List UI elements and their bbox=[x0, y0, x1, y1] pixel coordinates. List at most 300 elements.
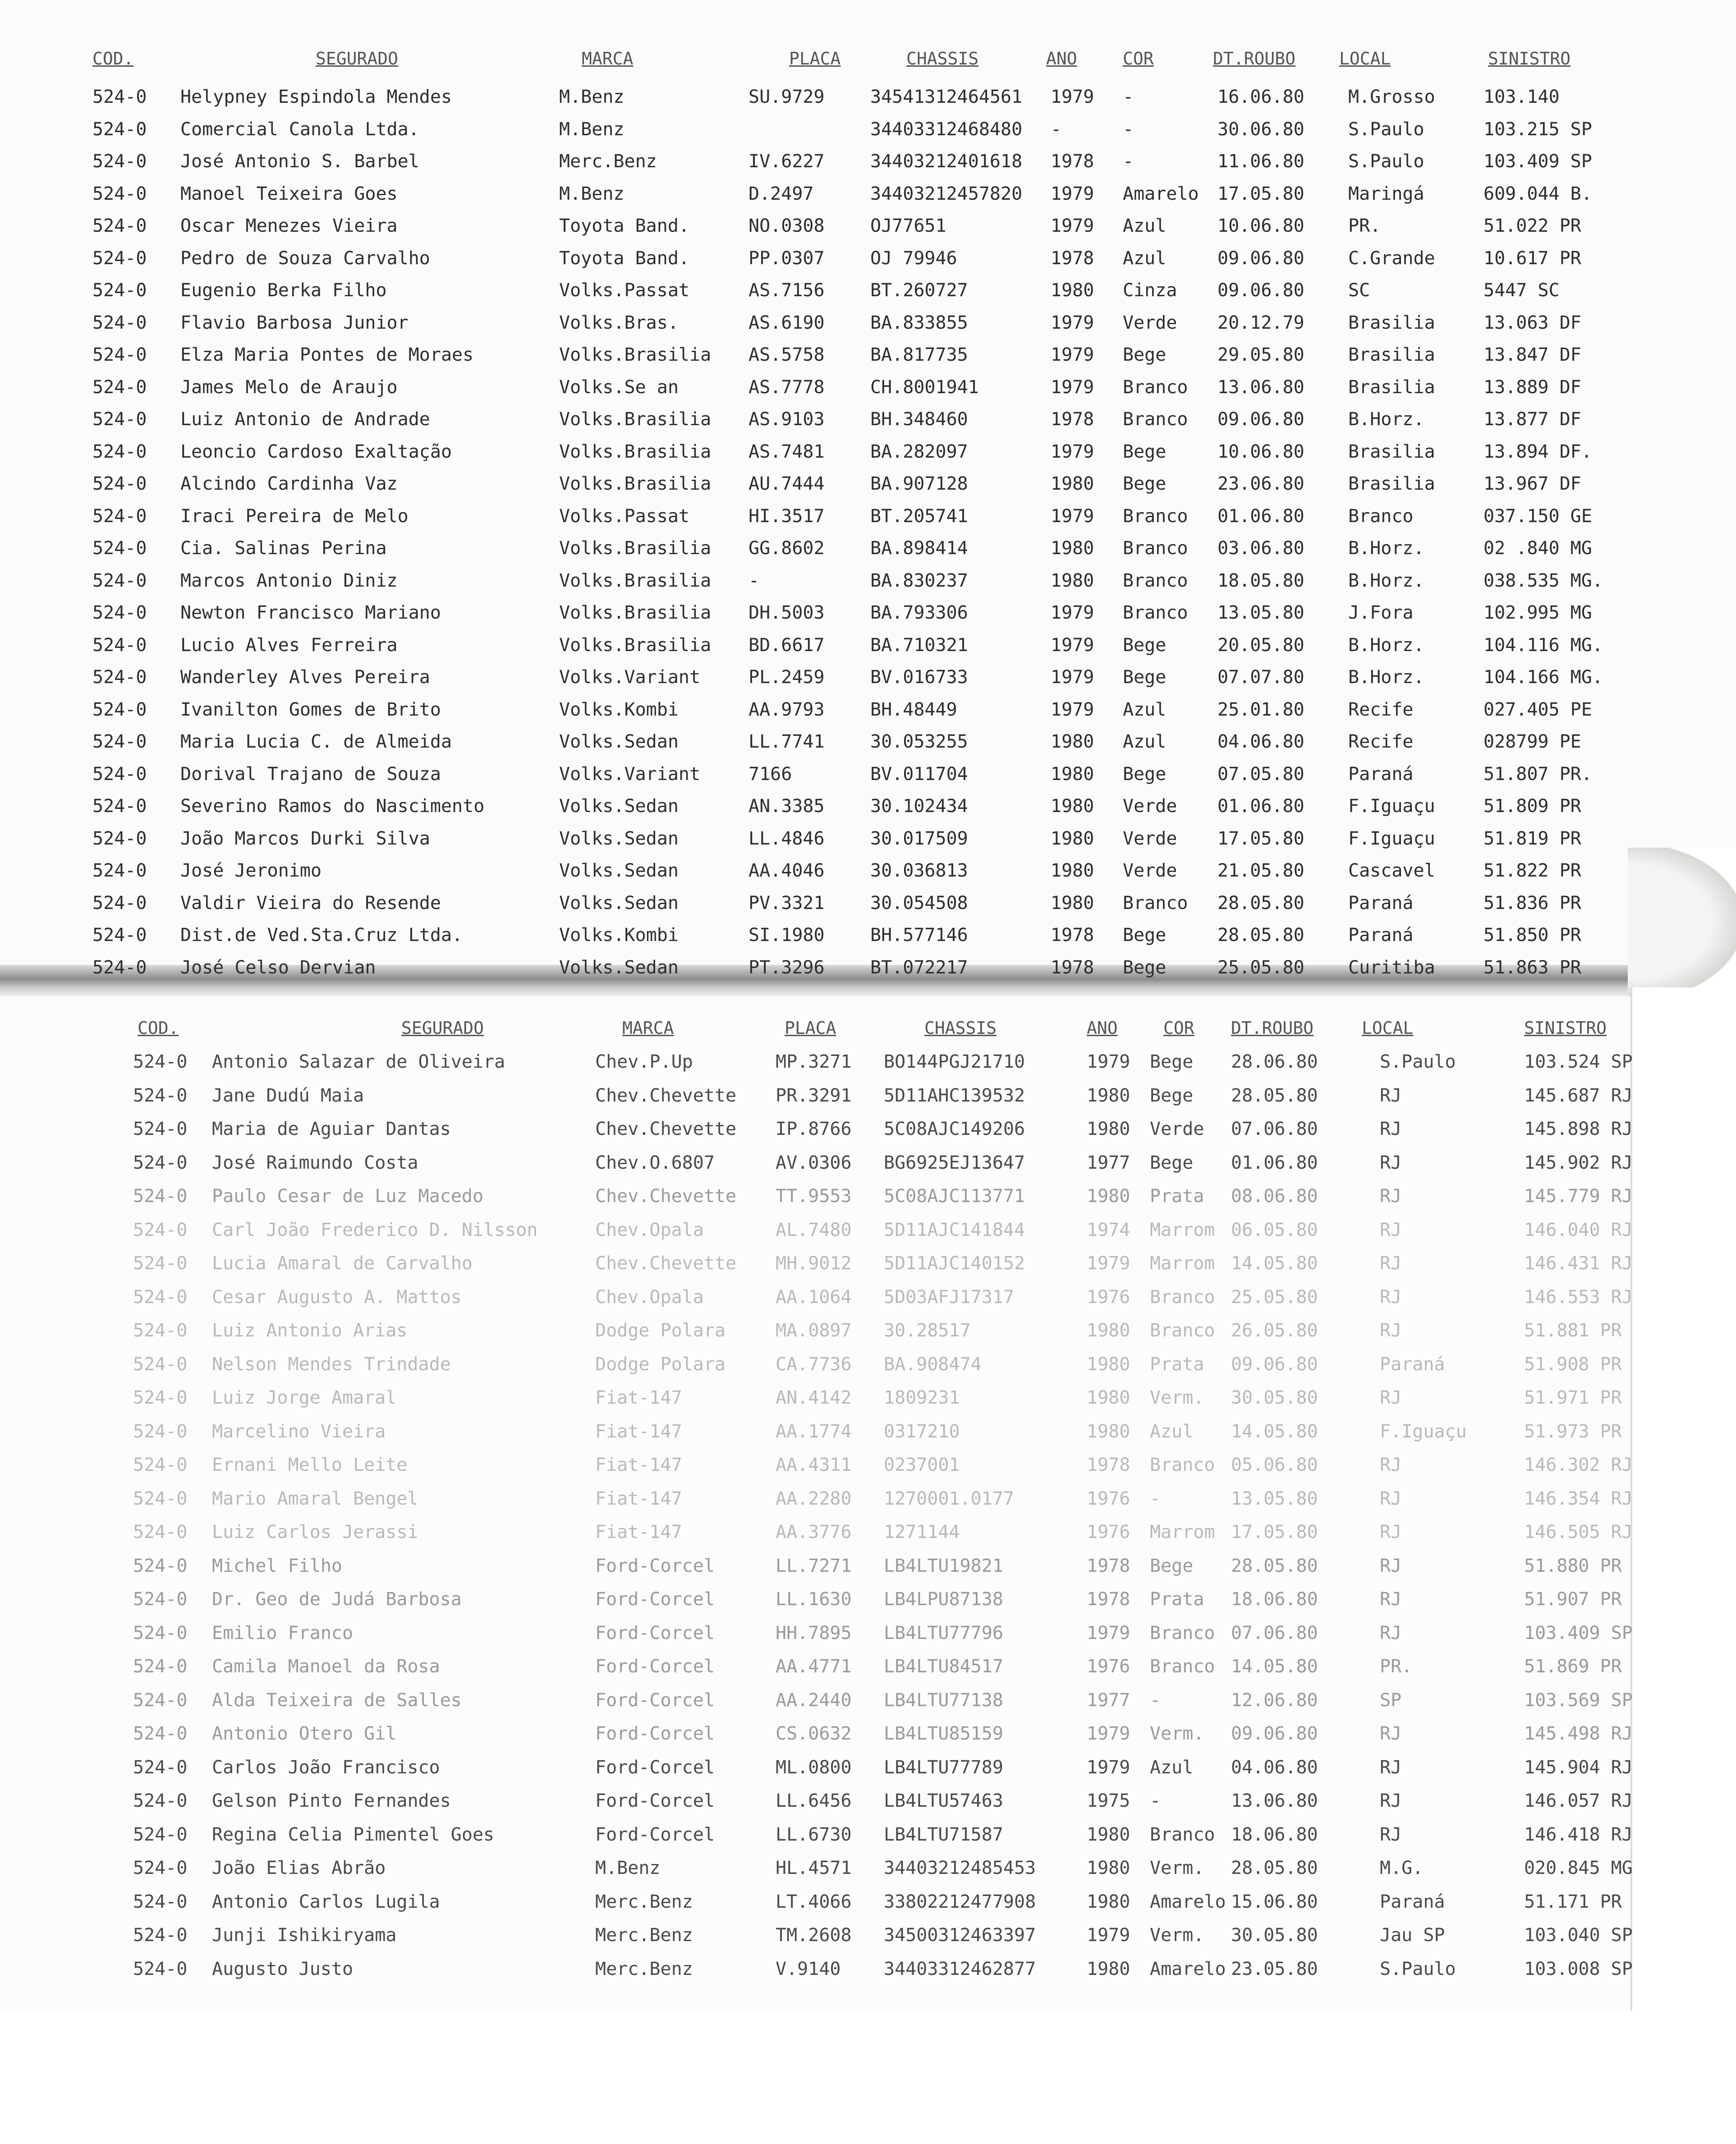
cell-local: RJ bbox=[1380, 1522, 1402, 1543]
cell-sinistro: 146.057 RJ bbox=[1524, 1790, 1633, 1811]
cell-marca: Chev.Opala bbox=[595, 1286, 704, 1308]
cell-segurado: Paulo Cesar de Luz Macedo bbox=[212, 1186, 484, 1207]
cell-marca: Dodge Polara bbox=[595, 1354, 726, 1375]
cell-segurado: Severino Ramos do Nascimento bbox=[180, 796, 485, 817]
cell-local: PR. bbox=[1380, 1656, 1413, 1677]
cell-sinistro: 609.044 B. bbox=[1483, 183, 1592, 204]
cell-sinistro: 51.809 PR bbox=[1483, 796, 1581, 817]
cell-ano: 1979 bbox=[1051, 344, 1094, 365]
cell-segurado: José Raimundo Costa bbox=[212, 1152, 418, 1173]
cell-cod: 524-0 bbox=[133, 1119, 188, 1139]
cell-local: PR. bbox=[1348, 216, 1381, 236]
cell-cod: 524-0 bbox=[92, 796, 147, 817]
cell-ano: 1980 bbox=[1087, 1186, 1130, 1207]
cell-chassis: 30.28517 bbox=[884, 1320, 971, 1341]
cell-marca: Volks.Brasilia bbox=[559, 538, 712, 559]
cell-segurado: Helypney Espindola Mendes bbox=[180, 87, 452, 107]
cell-segurado: Maria Lucia C. de Almeida bbox=[180, 731, 452, 752]
cell-chassis: 34403312462877 bbox=[884, 1958, 1036, 1979]
cell-ano: 1980 bbox=[1087, 1387, 1130, 1408]
cell-ano: 1979 bbox=[1087, 1622, 1130, 1644]
cell-marca: Merc.Benz bbox=[595, 1958, 693, 1979]
cell-ano: 1978 bbox=[1051, 409, 1094, 430]
cell-cod: 524-0 bbox=[92, 538, 147, 559]
cell-placa: V.9140 bbox=[776, 1958, 841, 1979]
cell-dt-roubo: 18.06.80 bbox=[1231, 1589, 1318, 1610]
cell-cor: Branco bbox=[1123, 570, 1188, 591]
cell-dt-roubo: 14.05.80 bbox=[1231, 1253, 1318, 1274]
cell-chassis: OJ77651 bbox=[870, 216, 946, 236]
table-row bbox=[0, 339, 1623, 371]
cell-segurado: Marcelino Vieira bbox=[212, 1421, 386, 1442]
header-chassis: CHASSIS bbox=[924, 1018, 997, 1038]
cell-placa: AS.9103 bbox=[749, 409, 825, 430]
cell-chassis: 34403212485453 bbox=[884, 1858, 1036, 1878]
cell-chassis: 5C08AJC113771 bbox=[884, 1186, 1025, 1207]
table-row bbox=[0, 629, 1623, 661]
cell-marca: M.Benz bbox=[595, 1858, 661, 1878]
cell-sinistro: 51.863 PR bbox=[1483, 957, 1581, 978]
cell-dt-roubo: 18.05.80 bbox=[1217, 570, 1304, 591]
cell-local: Cascavel bbox=[1348, 860, 1435, 881]
cell-cor: Bege bbox=[1123, 441, 1167, 462]
cell-sinistro: 51.908 PR bbox=[1524, 1354, 1622, 1375]
cell-marca: Merc.Benz bbox=[595, 1925, 693, 1946]
cell-sinistro: 146.418 RJ bbox=[1524, 1824, 1633, 1845]
cell-chassis: BA.710321 bbox=[870, 634, 968, 656]
cell-ano: 1979 bbox=[1051, 376, 1094, 398]
cell-marca: Ford-Corcel bbox=[595, 1723, 715, 1744]
cell-local: F.Iguaçu bbox=[1380, 1421, 1467, 1442]
cell-local: RJ bbox=[1380, 1219, 1402, 1240]
cell-cod: 524-0 bbox=[133, 1891, 188, 1912]
cell-chassis: 5D03AFJ17317 bbox=[884, 1286, 1014, 1308]
cell-cod: 524-0 bbox=[92, 216, 147, 236]
cell-sinistro: 02 .840 MG bbox=[1483, 538, 1592, 559]
cell-segurado: Elza Maria Pontes de Moraes bbox=[180, 344, 474, 365]
cell-sinistro: 027.405 PE bbox=[1483, 699, 1592, 720]
cell-local: B.Horz. bbox=[1348, 667, 1424, 688]
cell-cor: Branco bbox=[1150, 1622, 1215, 1644]
cell-sinistro: 51.171 PR bbox=[1524, 1891, 1622, 1912]
cell-ano: 1980 bbox=[1051, 828, 1094, 849]
table-row bbox=[0, 436, 1623, 468]
cell-marca: Toyota Band. bbox=[559, 248, 689, 269]
cell-dt-roubo: 28.05.80 bbox=[1231, 1085, 1318, 1106]
cell-chassis: 30.053255 bbox=[870, 731, 968, 752]
cell-cor: Amarelo bbox=[1150, 1891, 1226, 1912]
cell-chassis: LB4LTU77138 bbox=[884, 1689, 1003, 1711]
cell-dt-roubo: 07.06.80 bbox=[1231, 1622, 1318, 1644]
cell-ano: 1979 bbox=[1051, 699, 1094, 720]
cell-cor: Bege bbox=[1123, 344, 1167, 365]
cell-cor: Verde bbox=[1123, 828, 1177, 849]
cell-placa: - bbox=[749, 570, 760, 591]
table-row bbox=[0, 372, 1623, 403]
cell-chassis: BG6925EJ13647 bbox=[884, 1152, 1025, 1173]
header-chassis: CHASSIS bbox=[906, 49, 979, 69]
cell-placa: GG.8602 bbox=[749, 538, 825, 559]
cell-chassis: LB4LTU71587 bbox=[884, 1824, 1003, 1845]
cell-placa: AA.4311 bbox=[776, 1455, 852, 1475]
table-row bbox=[0, 1281, 1633, 1313]
cell-placa: AA.2280 bbox=[776, 1488, 852, 1509]
cell-placa: NO.0308 bbox=[749, 216, 825, 236]
cell-local: RJ bbox=[1380, 1622, 1402, 1644]
cell-placa: AS.7778 bbox=[749, 376, 825, 398]
cell-dt-roubo: 01.06.80 bbox=[1231, 1152, 1318, 1173]
cell-chassis: LB4LTU77796 bbox=[884, 1622, 1003, 1644]
cell-segurado: Dist.de Ved.Sta.Cruz Ltda. bbox=[180, 925, 463, 946]
cell-segurado: João Marcos Durki Silva bbox=[180, 828, 430, 849]
cell-local: Branco bbox=[1348, 505, 1414, 527]
cell-local: J.Fora bbox=[1348, 602, 1414, 623]
cell-cod: 524-0 bbox=[133, 1522, 188, 1543]
table-row bbox=[0, 661, 1623, 693]
cell-cor: - bbox=[1150, 1689, 1161, 1711]
cell-dt-roubo: 25.05.80 bbox=[1231, 1286, 1318, 1308]
cell-sinistro: 103.008 SP bbox=[1524, 1958, 1633, 1979]
table-row bbox=[0, 468, 1623, 500]
table-row bbox=[0, 823, 1623, 854]
cell-chassis: BO144PGJ21710 bbox=[884, 1051, 1025, 1072]
table-row bbox=[0, 210, 1623, 242]
cell-chassis: 1271144 bbox=[884, 1522, 960, 1543]
cell-segurado: José Jeronimo bbox=[180, 860, 322, 881]
cell-dt-roubo: 20.12.79 bbox=[1217, 312, 1304, 333]
cell-local: F.Iguaçu bbox=[1348, 796, 1435, 817]
cell-dt-roubo: 16.06.80 bbox=[1217, 87, 1304, 107]
cell-ano: 1980 bbox=[1087, 1891, 1130, 1912]
cell-placa: TT.9553 bbox=[776, 1186, 852, 1207]
table-row bbox=[0, 1516, 1633, 1548]
cell-marca: Dodge Polara bbox=[595, 1320, 726, 1341]
table-row bbox=[0, 404, 1623, 435]
cell-marca: Ford-Corcel bbox=[595, 1824, 715, 1845]
cell-cod: 524-0 bbox=[92, 183, 147, 204]
cell-ano: 1980 bbox=[1051, 796, 1094, 817]
header-cod: COD. bbox=[92, 49, 134, 69]
cell-cor: Verde bbox=[1123, 796, 1177, 817]
cell-cod: 524-0 bbox=[92, 957, 147, 978]
cell-chassis: BA.898414 bbox=[870, 538, 968, 559]
cell-segurado: Dr. Geo de Judá Barbosa bbox=[212, 1589, 462, 1610]
cell-cod: 524-0 bbox=[92, 505, 147, 527]
cell-sinistro: 102.995 MG bbox=[1483, 602, 1592, 623]
cell-local: Brasilia bbox=[1348, 376, 1435, 398]
cell-sinistro: 037.150 GE bbox=[1483, 505, 1592, 527]
cell-placa: AS.7481 bbox=[749, 441, 825, 462]
cell-cod: 524-0 bbox=[92, 87, 147, 107]
cell-marca: Chev.Chevette bbox=[595, 1186, 737, 1207]
cell-sinistro: 51.022 PR bbox=[1483, 216, 1581, 236]
cell-dt-roubo: 30.05.80 bbox=[1231, 1925, 1318, 1946]
cell-chassis: 34403212401618 bbox=[870, 151, 1023, 172]
cell-local: RJ bbox=[1380, 1085, 1402, 1106]
cell-local: RJ bbox=[1380, 1186, 1402, 1207]
cell-marca: Chev.O.6807 bbox=[595, 1152, 715, 1173]
table-row bbox=[0, 1449, 1633, 1481]
cell-local: B.Horz. bbox=[1348, 634, 1424, 656]
cell-placa: AN.3385 bbox=[749, 796, 825, 817]
table-row bbox=[0, 790, 1623, 822]
table-row bbox=[0, 146, 1623, 177]
cell-placa: SU.9729 bbox=[749, 87, 825, 107]
cell-ano: 1980 bbox=[1051, 763, 1094, 785]
cell-segurado: Leoncio Cardoso Exaltação bbox=[180, 441, 452, 462]
cell-chassis: 34403312468480 bbox=[870, 119, 1023, 140]
table-row bbox=[0, 887, 1623, 919]
cell-local: Brasilia bbox=[1348, 312, 1435, 333]
cell-cor: - bbox=[1123, 151, 1134, 172]
cell-cor: Verm. bbox=[1150, 1858, 1204, 1878]
cell-marca: M.Benz bbox=[559, 87, 625, 107]
cell-marca: Chev.Chevette bbox=[595, 1119, 737, 1139]
cell-local: SP bbox=[1380, 1689, 1402, 1711]
cell-dt-roubo: 23.06.80 bbox=[1217, 473, 1304, 494]
cell-cod: 524-0 bbox=[92, 409, 147, 430]
cell-sinistro: 103.409 SP bbox=[1483, 151, 1592, 172]
cell-placa: CS.0632 bbox=[776, 1723, 852, 1744]
cell-dt-roubo: 28.05.80 bbox=[1231, 1555, 1318, 1576]
cell-marca: Volks.Brasilia bbox=[559, 570, 712, 591]
cell-marca: Fiat-147 bbox=[595, 1488, 682, 1509]
cell-local: M.Grosso bbox=[1348, 87, 1435, 107]
cell-dt-roubo: 06.05.80 bbox=[1231, 1219, 1318, 1240]
cell-cod: 524-0 bbox=[92, 731, 147, 752]
cell-sinistro: 145.902 RJ bbox=[1524, 1152, 1633, 1173]
cell-placa: AS.7156 bbox=[749, 280, 825, 301]
cell-chassis: OJ 79946 bbox=[870, 248, 957, 269]
cell-segurado: Antonio Carlos Lugila bbox=[212, 1891, 440, 1912]
cell-segurado: Emilio Franco bbox=[212, 1622, 354, 1644]
cell-cor: Marrom bbox=[1150, 1219, 1215, 1240]
cell-marca: Ford-Corcel bbox=[595, 1622, 715, 1644]
cell-marca: Volks.Se an bbox=[559, 376, 679, 398]
cell-cor: - bbox=[1150, 1790, 1161, 1811]
cell-sinistro: 145.898 RJ bbox=[1524, 1119, 1633, 1139]
cell-sinistro: 103.040 SP bbox=[1524, 1925, 1633, 1946]
cell-chassis: BH.577146 bbox=[870, 925, 968, 946]
cell-segurado: Newton Francisco Mariano bbox=[180, 602, 441, 623]
table-row bbox=[0, 565, 1623, 597]
cell-chassis: BA.793306 bbox=[870, 602, 968, 623]
cell-ano: 1979 bbox=[1051, 441, 1094, 462]
cell-chassis: 34403212457820 bbox=[870, 183, 1023, 204]
cell-marca: Volks.Kombi bbox=[559, 925, 679, 946]
cell-sinistro: 103.524 SP bbox=[1524, 1051, 1633, 1072]
cell-chassis: LB4LTU84517 bbox=[884, 1656, 1003, 1677]
cell-cod: 524-0 bbox=[133, 1622, 188, 1644]
cell-placa: DH.5003 bbox=[749, 602, 825, 623]
cell-cor: Branco bbox=[1150, 1455, 1215, 1475]
table-row bbox=[0, 919, 1623, 951]
cell-cor: Branco bbox=[1150, 1656, 1215, 1677]
cell-marca: Chev.Chevette bbox=[595, 1253, 737, 1274]
cell-cor: Verde bbox=[1150, 1119, 1204, 1139]
cell-sinistro: 13.894 DF. bbox=[1483, 441, 1592, 462]
cell-placa: LL.4846 bbox=[749, 828, 825, 849]
cell-local: C.Grande bbox=[1348, 248, 1435, 269]
cell-segurado: Dorival Trajano de Souza bbox=[180, 763, 441, 785]
cell-sinistro: 146.040 RJ bbox=[1524, 1219, 1633, 1240]
cell-cor: Azul bbox=[1123, 731, 1167, 752]
cell-chassis: BA.908474 bbox=[884, 1354, 982, 1375]
table-row bbox=[0, 1349, 1623, 1380]
cell-segurado: Cia. Salinas Perina bbox=[180, 538, 387, 559]
table-row bbox=[0, 114, 1623, 145]
cell-dt-roubo: 28.05.80 bbox=[1231, 1858, 1318, 1878]
cell-marca: Volks.Brasilia bbox=[559, 344, 712, 365]
cell-segurado: Lucio Alves Ferreira bbox=[180, 634, 398, 656]
cell-segurado: Lucia Amaral de Carvalho bbox=[212, 1253, 473, 1274]
cell-segurado: Carl João Frederico D. Nilsson bbox=[212, 1219, 538, 1240]
cell-dt-roubo: 09.06.80 bbox=[1217, 280, 1304, 301]
cell-sinistro: 145.779 RJ bbox=[1524, 1186, 1633, 1207]
cell-chassis: 5D11AJC141844 bbox=[884, 1219, 1025, 1240]
cell-ano: 1978 bbox=[1051, 151, 1094, 172]
cell-segurado: Ernani Mello Leite bbox=[212, 1455, 408, 1475]
cell-cor: Verm. bbox=[1150, 1723, 1204, 1744]
cell-chassis: 34541312464561 bbox=[870, 87, 1023, 107]
cell-local: Curitiba bbox=[1348, 957, 1435, 978]
cell-dt-roubo: 14.05.80 bbox=[1231, 1421, 1318, 1442]
cell-cor: Bege bbox=[1150, 1051, 1194, 1072]
cell-chassis: BA.907128 bbox=[870, 473, 968, 494]
cell-cod: 524-0 bbox=[133, 1219, 188, 1240]
cell-cor: Verde bbox=[1123, 312, 1177, 333]
cell-sinistro: 51.807 PR. bbox=[1483, 763, 1592, 785]
cell-local: RJ bbox=[1380, 1455, 1402, 1475]
cell-sinistro: 51.819 PR bbox=[1483, 828, 1581, 849]
cell-cor: Azul bbox=[1150, 1421, 1194, 1442]
cell-cor: - bbox=[1123, 87, 1134, 107]
cell-cor: Azul bbox=[1123, 216, 1167, 236]
cell-ano: 1980 bbox=[1087, 1119, 1130, 1139]
table-row bbox=[0, 1651, 1623, 1682]
header-marca: MARCA bbox=[582, 49, 634, 69]
table-row bbox=[0, 1919, 1633, 1951]
cell-ano: 1979 bbox=[1051, 505, 1094, 527]
cell-sinistro: 51.880 PR bbox=[1524, 1555, 1622, 1576]
cell-local: Brasilia bbox=[1348, 441, 1435, 462]
cell-sinistro: 104.116 MG. bbox=[1483, 634, 1603, 656]
cell-placa: MA.0897 bbox=[776, 1320, 852, 1341]
cell-ano: 1980 bbox=[1087, 1421, 1130, 1442]
cell-placa: AU.7444 bbox=[749, 473, 825, 494]
cell-dt-roubo: 10.06.80 bbox=[1217, 441, 1304, 462]
cell-sinistro: 146.354 RJ bbox=[1524, 1488, 1633, 1509]
cell-cod: 524-0 bbox=[92, 280, 147, 301]
cell-dt-roubo: 09.06.80 bbox=[1217, 248, 1304, 269]
cell-dt-roubo: 17.05.80 bbox=[1217, 828, 1304, 849]
table-row bbox=[0, 855, 1623, 886]
cell-marca: Toyota Band. bbox=[559, 216, 689, 236]
cell-cod: 524-0 bbox=[133, 1723, 188, 1744]
cell-placa: HI.3517 bbox=[749, 505, 825, 527]
cell-segurado: Nelson Mendes Trindade bbox=[212, 1354, 451, 1375]
cell-chassis: LB4LTU77789 bbox=[884, 1757, 1003, 1778]
cell-ano: 1978 bbox=[1087, 1455, 1130, 1475]
cell-cod: 524-0 bbox=[133, 1387, 188, 1408]
cell-ano: 1979 bbox=[1087, 1757, 1130, 1778]
cell-ano: 1980 bbox=[1051, 280, 1094, 301]
cell-segurado: Antonio Otero Gil bbox=[212, 1723, 397, 1744]
cell-dt-roubo: 13.05.80 bbox=[1217, 602, 1304, 623]
cell-dt-roubo: 30.06.80 bbox=[1217, 119, 1304, 140]
header-dt-roubo: DT.ROUBO bbox=[1231, 1018, 1314, 1038]
cell-placa: BD.6617 bbox=[749, 634, 825, 656]
cell-sinistro: 13.889 DF bbox=[1483, 376, 1581, 398]
cell-chassis: BA.282097 bbox=[870, 441, 968, 462]
cell-cod: 524-0 bbox=[133, 1286, 188, 1308]
cell-cor: Bege bbox=[1123, 763, 1167, 785]
cell-local: S.Paulo bbox=[1348, 151, 1424, 172]
table-row bbox=[0, 1953, 1633, 1985]
cell-dt-roubo: 03.06.80 bbox=[1217, 538, 1304, 559]
cell-ano: 1979 bbox=[1051, 312, 1094, 333]
cell-dt-roubo: 09.06.80 bbox=[1231, 1354, 1318, 1375]
cell-cor: Verm. bbox=[1150, 1925, 1204, 1946]
table-row bbox=[0, 307, 1623, 339]
cell-local: F.Iguaçu bbox=[1348, 828, 1435, 849]
cell-marca: Volks.Sedan bbox=[559, 796, 679, 817]
header-segurado: SEGURADO bbox=[401, 1018, 484, 1038]
cell-segurado: Luiz Antonio Arias bbox=[212, 1320, 408, 1341]
table-row bbox=[0, 758, 1623, 790]
cell-marca: Chev.Chevette bbox=[595, 1085, 737, 1106]
cell-cor: Bege bbox=[1123, 667, 1167, 688]
cell-local: Paraná bbox=[1348, 892, 1414, 914]
cell-cod: 524-0 bbox=[133, 1320, 188, 1341]
table-row bbox=[0, 1685, 1633, 1716]
cell-marca: Fiat-147 bbox=[595, 1421, 682, 1442]
table-row bbox=[0, 1785, 1633, 1817]
cell-segurado: Iraci Pereira de Melo bbox=[180, 505, 409, 527]
cell-chassis: 5D11AHC139532 bbox=[884, 1085, 1025, 1106]
cell-ano: 1980 bbox=[1087, 1958, 1130, 1979]
cell-marca: Volks.Brasilia bbox=[559, 602, 712, 623]
cell-chassis: 5D11AJC140152 bbox=[884, 1253, 1025, 1274]
cell-cor: Bege bbox=[1150, 1555, 1194, 1576]
cell-cor: Verm. bbox=[1150, 1387, 1204, 1408]
header-marca: MARCA bbox=[622, 1018, 674, 1038]
cell-marca: Chev.Opala bbox=[595, 1219, 704, 1240]
cell-cor: Marrom bbox=[1150, 1253, 1215, 1274]
cell-placa: CA.7736 bbox=[776, 1354, 852, 1375]
cell-chassis: LB4LPU87138 bbox=[884, 1589, 1003, 1610]
cell-segurado: Marcos Antonio Diniz bbox=[180, 570, 398, 591]
cell-marca: Ford-Corcel bbox=[595, 1689, 715, 1711]
cell-sinistro: 5447 SC bbox=[1483, 280, 1560, 301]
cell-placa: ML.0800 bbox=[776, 1757, 852, 1778]
cell-chassis: BH.48449 bbox=[870, 699, 957, 720]
cell-cod: 524-0 bbox=[92, 892, 147, 914]
cell-cor: Prata bbox=[1150, 1186, 1204, 1207]
cell-dt-roubo: 25.01.80 bbox=[1217, 699, 1304, 720]
cell-local: Maringá bbox=[1348, 183, 1424, 204]
cell-placa: 7166 bbox=[749, 763, 792, 785]
cell-segurado: Pedro de Souza Carvalho bbox=[180, 248, 430, 269]
cell-placa: IP.8766 bbox=[776, 1119, 852, 1139]
cell-cod: 524-0 bbox=[133, 1455, 188, 1475]
cell-sinistro: 028799 PE bbox=[1483, 731, 1581, 752]
cell-marca: Merc.Benz bbox=[559, 151, 657, 172]
cell-chassis: BA.817735 bbox=[870, 344, 968, 365]
cell-local: B.Horz. bbox=[1348, 409, 1424, 430]
cell-marca: Merc.Benz bbox=[595, 1891, 693, 1912]
cell-sinistro: 103.215 SP bbox=[1483, 119, 1592, 140]
